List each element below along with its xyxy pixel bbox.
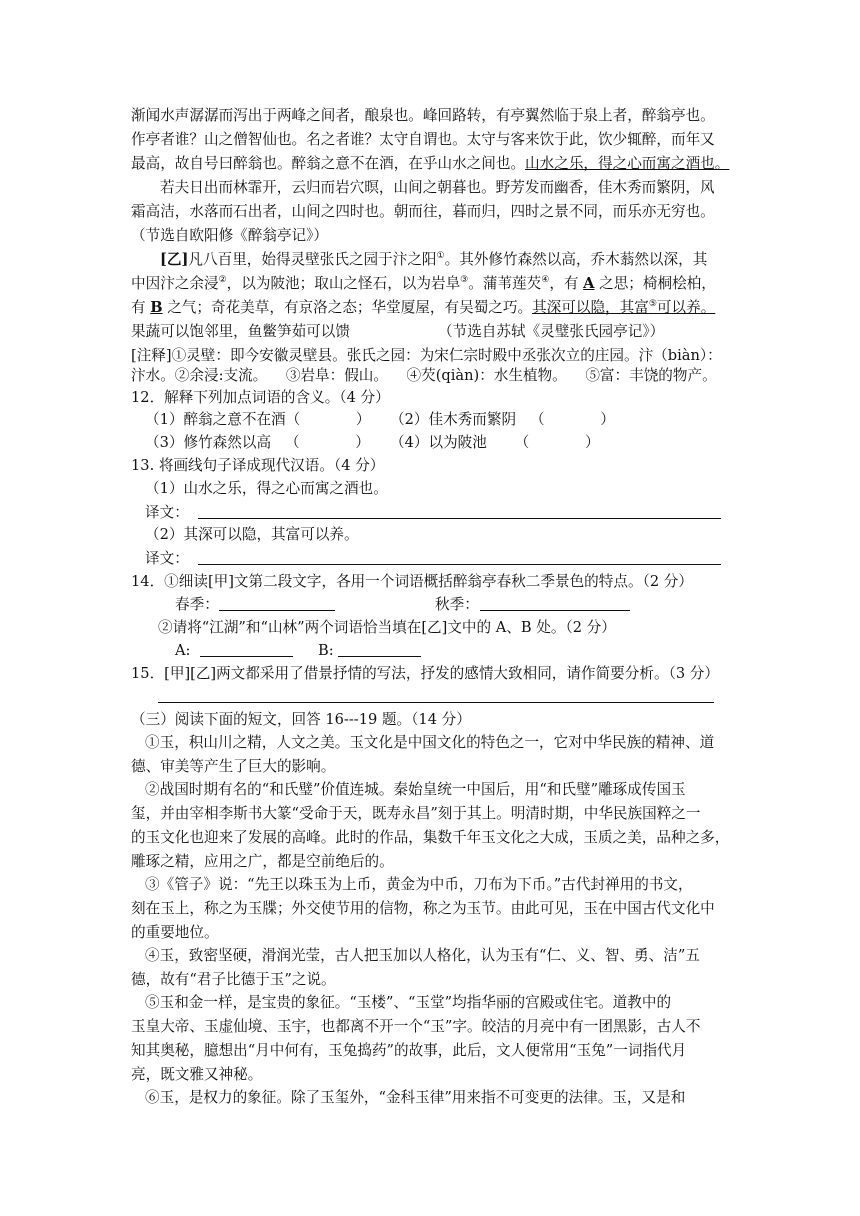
- yi-line-2-text-c: 。蒲苇莲芡: [468, 275, 542, 292]
- yi-line-2-text-e: 之思；椅桐桧柏，: [594, 275, 716, 292]
- yi-underlined-sentence: [532, 299, 715, 316]
- q13-sentence-2: （2）其深可以隐，其富可以养。: [145, 526, 359, 543]
- para-2-line-1: ②战国时期有名的“和氏璧”价值连城。秦始皇统一中国后，用“和氏璧”雕琢成传国玉: [145, 781, 686, 798]
- q15-answer-line[interactable]: [158, 702, 714, 703]
- q13-sentence-1: （1）山水之乐，得之心而寓之酒也。: [145, 480, 388, 497]
- note-line-2: 汴水。②余浸:支流。 ③岩阜：假山。 ④芡(qiàn)：水生植物。 ⑤富：丰饶的物产。: [131, 367, 717, 384]
- q13-answer-line-1[interactable]: [198, 518, 721, 519]
- note-ref-5: ⑤: [648, 299, 657, 310]
- yi-line-4: [131, 322, 350, 342]
- q12-title: 12．解释下列加点词语的含义。（4 分）: [131, 389, 390, 406]
- yi-line-2: [131, 274, 716, 294]
- yi-line-2-text-d: ，有: [549, 275, 584, 292]
- yi-line-4-text: 果蔬可以饱邻里，鱼鳖笋茹可以馈: [131, 323, 350, 340]
- note-ref-2: ②: [218, 275, 227, 286]
- yi-underlined-text-a: 其深可以隐，其富: [532, 299, 649, 316]
- yi-source: （节选自苏轼《灵璧张氏园亭记》）: [438, 323, 665, 340]
- para-5-line-3: 知其奥秘，臆想出“月中何有，玉兔捣药”的故事，此后，文人便常用“玉兔”一词指代月: [131, 1042, 687, 1059]
- para-2-line-4: 雕琢之精，应用之广，都是空前绝后的。: [131, 853, 394, 870]
- para-5-line-4: 亮，既文雅又神秘。: [131, 1066, 263, 1083]
- q13-answer-label-2: 译文：: [145, 550, 189, 567]
- q13-title: 13. 将画线句子译成现代汉语。（4 分）: [131, 457, 385, 474]
- yi-line-3-text-a: 有: [131, 299, 151, 316]
- jia-line-3-text: 最高，故自号曰醉翁也。醉翁之意不在酒，在乎山水之间也。: [131, 155, 526, 172]
- q12-item-3: （3）修竹森然以高 （ ）: [145, 434, 370, 451]
- q14-title: 14．①细读[甲]文第二段文字，各用一个词语概括醉翁亭春秋二季景色的特点。（2 分）: [131, 573, 693, 590]
- q14-spring-label: 春季：: [175, 596, 219, 613]
- note-line-1: [注释]①灵壁：即今安徽灵壁县。张氏之园：为宋仁宗时殿中丞张次立的庄园。汴（biàn）：: [131, 347, 722, 364]
- para-5-line-2: 玉皇大帝、玉虚仙境、玉宇，也都离不开一个“玉”字。皎洁的月亮中有一团黑影，古人不: [131, 1018, 701, 1035]
- yi-underlined-text-b: 可以养。: [656, 299, 716, 316]
- section-3-title: （三）阅读下面的短文，回答 16---19 题。（14 分）: [131, 711, 471, 728]
- q14-autumn-answer-line[interactable]: [480, 610, 630, 611]
- para-1-line-1: ①玉，积山川之精，人文之美。玉文化是中国文化的特色之一，它对中华民族的精神、道: [145, 734, 715, 751]
- para-1-line-2: 德、审美等产生了巨大的影响。: [131, 758, 336, 775]
- q14-b-label: B:: [318, 642, 334, 659]
- yi-line-1-text-b: 。其外修竹森然以高，乔木蓊然以深，其: [444, 251, 708, 268]
- para-3-line-1: ③《管子》说：“先王以珠玉为上币，黄金为中币，刀布为下币。”古代封禅用的书文，: [145, 876, 693, 893]
- q13-answer-label-1: 译文：: [145, 504, 189, 521]
- para-2-line-3: 的玉文化也迎来了发展的高峰。此时的作品，集数千年玉文化之大成，玉质之美，品种之多，: [131, 829, 730, 846]
- note-ref-1: ①: [436, 251, 445, 262]
- jia-line-1: 渐闻水声潺潺而泻出于两峰之间者，酿泉也。峰回路转，有亭翼然临于泉上者，醉翁亭也。: [131, 107, 715, 124]
- q13-answer-line-2[interactable]: [198, 564, 721, 565]
- para-6-line-1: ⑥玉，是权力的象征。除了玉玺外，“金科玉律”用来指不可变更的法律。玉，又是和: [145, 1089, 686, 1106]
- jia-line-2: 作亭者谁？山之僧智仙也。名之者谁？太守自谓也。太守与客来饮于此，饮少辄醉，而年又: [131, 131, 715, 148]
- jia-line-4: 若夫日出而林霏开，云归而岩穴暝，山间之朝暮也。野芳发而幽香，佳木秀而繁阴，风: [160, 179, 715, 196]
- jia-line-5: 霜高洁，水落而石出者，山间之四时也。朝而往，暮而归，四时之景不同，而乐亦无穷也。: [131, 203, 715, 220]
- q12-item-2: （2）佳木秀而繁阴 （ ）: [390, 411, 615, 428]
- jia-line-3: [131, 154, 729, 174]
- q14-a-answer-line[interactable]: [200, 656, 293, 657]
- jia-underlined-sentence: 山水之乐，得之心而寓之酒也。: [525, 155, 730, 172]
- para-3-line-3: 的重要地位。: [131, 924, 219, 941]
- para-2-line-2: 玺，并由宰相李斯书大篆“受命于天，既寿永昌”刻于其上。明清时期，中华民族国粹之一: [131, 805, 701, 822]
- note-ref-3: ③: [460, 275, 469, 286]
- para-4-line-2: 德，故有“君子比德于玉”之说。: [131, 971, 336, 988]
- yi-line-3-text-b: 之气；奇花美草，有京洛之态；华堂厦屋，有吴蜀之巧。: [162, 299, 533, 316]
- yi-line-2-text-b: ，以为陂池；取山之怪石，以为岩阜: [226, 275, 461, 292]
- blank-b-marker: B: [150, 299, 163, 316]
- blank-a-marker: A: [583, 275, 595, 292]
- yi-line-1: [160, 250, 707, 270]
- q12-item-4: （4）以为陂池 （ ）: [390, 434, 600, 451]
- note-ref-4: ④: [541, 275, 550, 286]
- q14-autumn-label: 秋季：: [435, 596, 479, 613]
- q14-spring-answer-line[interactable]: [219, 610, 335, 611]
- yi-line-1-text-a: 凡八百里，始得灵壁张氏之园于汴之阳: [188, 251, 437, 268]
- q14-b-answer-line[interactable]: [338, 656, 421, 657]
- para-4-line-1: ④玉，致密坚硬，滑润光莹，古人把玉加以人格化，认为玉有“仁、义、智、勇、洁”五: [145, 947, 700, 964]
- q14-a-label: A:: [175, 642, 191, 659]
- yi-line-2-text-a: 中因汴之余浸: [131, 275, 219, 292]
- q12-item-1: （1）醉翁之意不在酒（ ）: [145, 411, 371, 428]
- q15-title: 15．[甲][乙]两文都采用了借景抒情的写法，抒发的感情大致相同，请作简要分析。（3 分）: [131, 665, 719, 682]
- jia-source: （节选自欧阳修《醉翁亭记》）: [131, 227, 329, 244]
- yi-marker: [乙]: [160, 251, 189, 268]
- q14-part-2: ②请将“江湖”和“山林”两个词语恰当填在[乙]文中的 A、B 处。（2 分）: [158, 619, 616, 636]
- para-5-line-1: ⑤玉和金一样，是宝贵的象征。“玉楼”、“玉堂”均指华丽的宫殿或住宅。道教中的: [145, 994, 672, 1011]
- yi-line-3: [131, 298, 715, 318]
- para-3-line-2: 刻在玉上，称之为玉牒；外交使节用的信物，称之为玉节。由此可见，玉在中国古代文化中: [131, 900, 715, 917]
